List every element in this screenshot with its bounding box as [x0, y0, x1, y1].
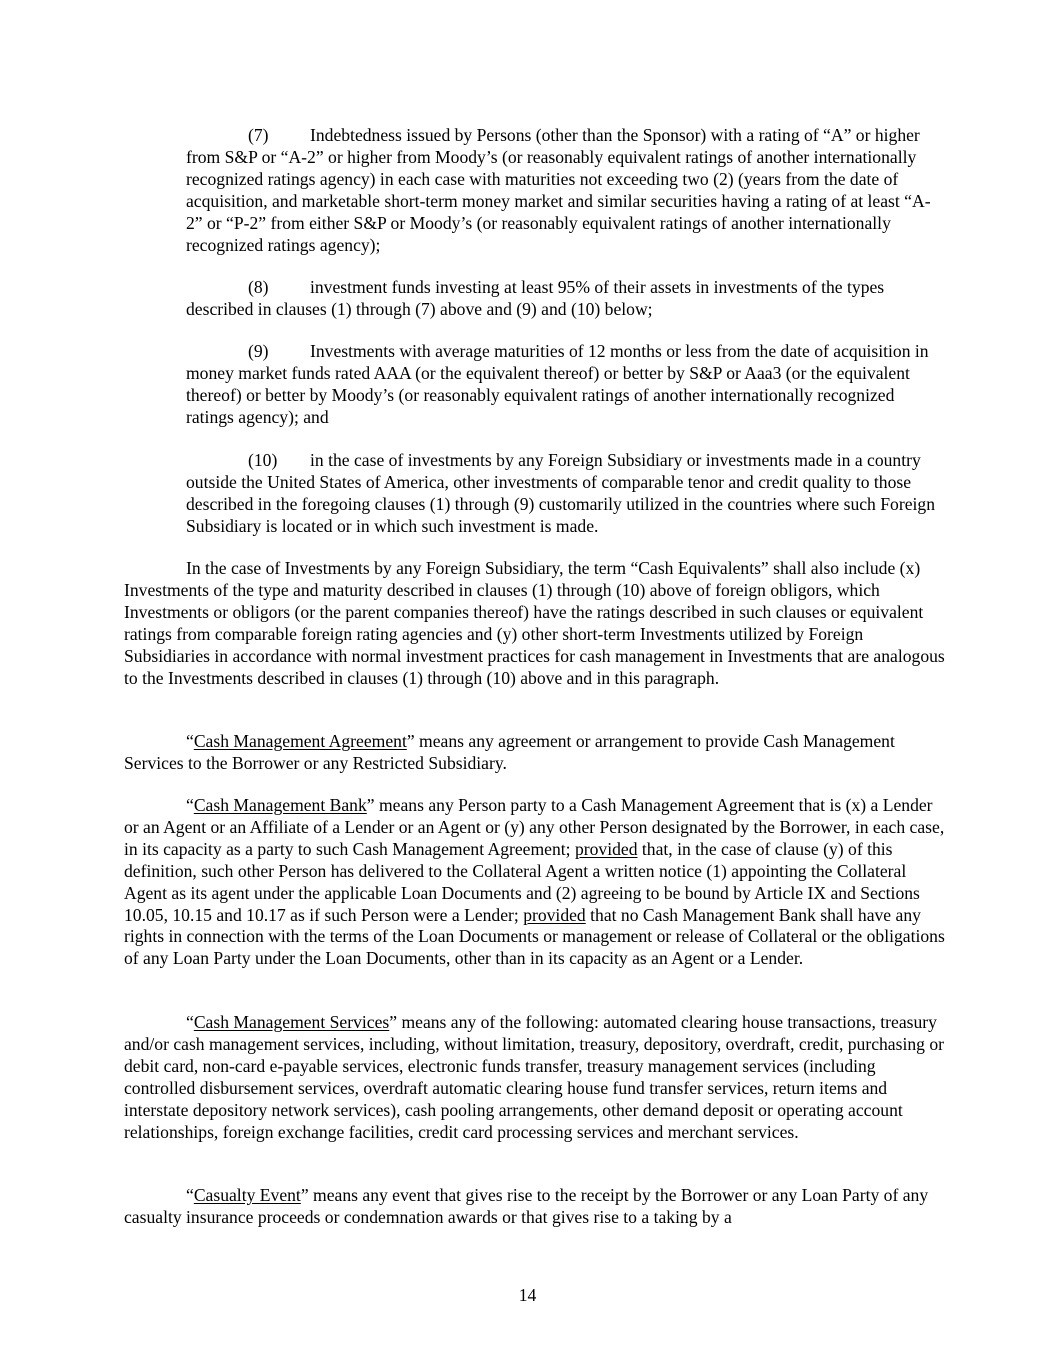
- definition-text: ” means any Person party to a Cash Management Agreement that is (x) a Lender or an Agent or an Affiliate of a Lender or an Agent or (y) any other Person designated by the Borrower, in each case, in its capacity as a party to such Cash Management Agreement;: [124, 795, 945, 859]
- clause-10: [186, 450, 946, 538]
- definition-cash-management-agreement: [124, 731, 946, 775]
- definition-text: ” means any of the following: automated clearing house transactions, treasury and/or cash management services, including, without limitation, treasury, depository, overdraft, credit, purchasing or debit card, non-card e-payable services, electronic funds transfer, treasury management services (including controlled disbursement services, overdraft automatic clearing house fund transfer services, return items and interstate depository network services), cash pooling arrangements, other demand deposit or operating account relationships, foreign exchange facilities, credit card processing services and merchant services.: [124, 1012, 944, 1142]
- definition-text: that no Cash Management Bank shall have any rights in connection with the terms of the Loan Documents or management or release of Collateral or the obligations of any Loan Party under the Loan Documents, other than in its capacity as an Agent or a Lender.: [124, 904, 945, 969]
- open-quote: “: [186, 731, 194, 751]
- open-quote: “: [186, 1012, 194, 1032]
- defined-term: Cash Management Agreement: [193, 731, 407, 751]
- provided-term: provided: [523, 904, 586, 925]
- clause-number: (9): [248, 341, 269, 361]
- clause-number: (8): [248, 277, 269, 297]
- open-quote: “: [186, 1185, 194, 1205]
- clause-number: (10): [248, 450, 278, 470]
- definition-casualty-event: [124, 1185, 946, 1229]
- clause-9: [186, 341, 946, 429]
- clause-number: (7): [248, 125, 269, 145]
- clause-text: investment funds investing at least 95% of their assets in investments of the types described in clauses (1) through (7) above and (9) and (10) below;: [186, 277, 885, 319]
- definition-text: ” means any agreement or arrangement to provide Cash Management Services to the Borrower or any Restricted Subsidiary.: [124, 731, 895, 773]
- provided-term: provided: [574, 838, 638, 859]
- definition-text: that, in the case of clause (y) of this definition, such other Person has delivered to the Collateral Agent a written notice (1) appointing the Collateral Agent as its agent under the applicable Loan Documents and (2) agreeing to be bound by Article IX and Sections 10.05, 10.15 and 10.17 as if such Person were a Lender;: [124, 838, 920, 925]
- definition-cash-management-services: [124, 1012, 946, 1143]
- definition-text: ” means any event that gives rise to the receipt by the Borrower or any Loan Party of any casualty insurance proceeds or condemnation awards or that gives rise to a taking by a: [124, 1185, 929, 1227]
- clause-text: Indebtedness issued by Persons (other than the Sponsor) with a rating of “A” or higher from S&P or “A-2” or higher from Moody’s (or reasonably equivalent ratings of another internationally recognized ratings agency) in each case with maturities not exceeding two (2) (years from the date of acquisition, and marketable short-term money market and similar securities having a rating of at least “A-2” or “P-2” from either S&P or Moody’s (or reasonably equivalent ratings of another internationally recognized ratings agency);: [186, 125, 931, 255]
- page-number: 14: [518, 1285, 537, 1305]
- defined-term: Cash Management Services: [193, 1012, 390, 1032]
- clause-text: Investments with average maturities of 12 months or less from the date of acquisition in money market funds rated AAA (or the equivalent thereof) or better by S&P or Aaa3 (or the equivalent thereof) or better by Moody’s (or reasonably equivalent ratings of another internationally recognized ratings agency); and: [186, 341, 929, 427]
- clause-text: in the case of investments by any Foreign Subsidiary or investments made in a country outside the United States of America, other investments of comparable tenor and credit quality to those described in the foregoing clauses (1) through (9) customarily utilized in the countries where such Foreign Subsidiary is located or in which such investment is made.: [186, 450, 935, 536]
- defined-term: Casualty Event: [193, 1185, 301, 1205]
- definition-cash-management-bank: [124, 795, 946, 970]
- open-quote: “: [186, 795, 194, 815]
- clause-8: [186, 277, 946, 321]
- clause-7: [186, 125, 946, 256]
- foreign-subsidiary-paragraph: In the case of Investments by any Foreign Subsidiary, the term “Cash Equivalents” shall also include (x) Investments of the type and maturity described in clauses (1) through (10) above of foreign obligors, which Investments or obligors (or the parent companies thereof) have the ratings described in such clauses or equivalent ratings from comparable foreign rating agencies and (y) other short-term Investments utilized by Foreign Subsidiaries in accordance with normal investment practices for cash management in Investments that are analogous to the Investments described in clauses (1) through (10) above and in this paragraph.: [124, 558, 945, 688]
- defined-term: Cash Management Bank: [193, 795, 367, 815]
